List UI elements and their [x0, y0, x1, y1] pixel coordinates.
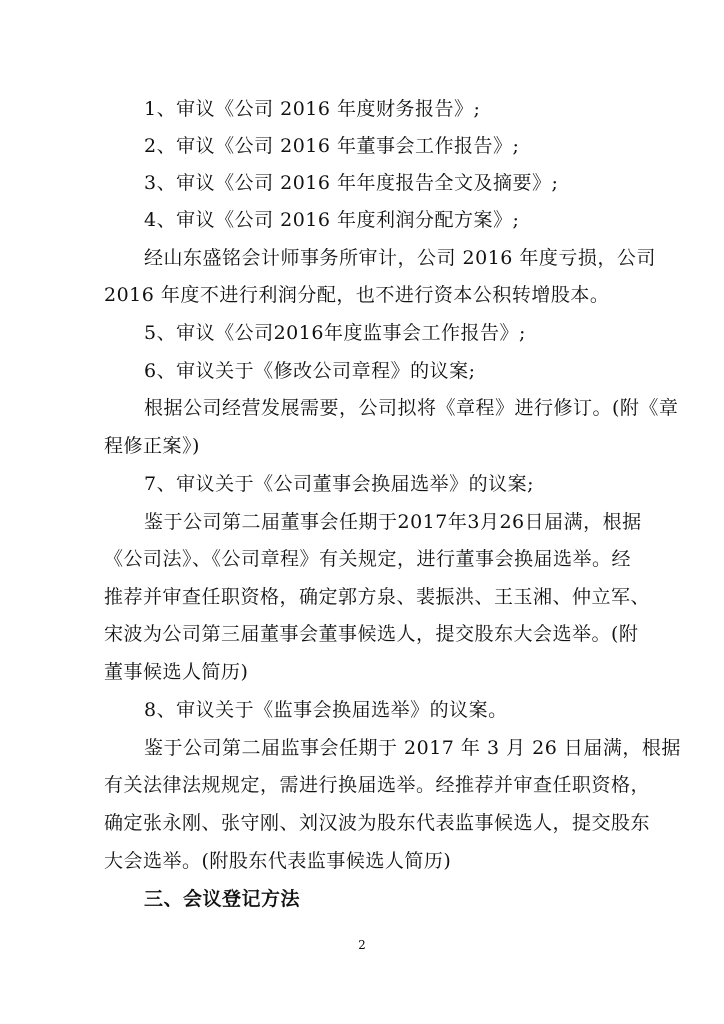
paragraph-line: 经山东盛铭会计师事务所审计，公司 2016 年度亏损，公司	[144, 247, 656, 269]
agenda-item-2: 2、审议《公司 2016 年董事会工作报告》;	[144, 135, 520, 157]
agenda-item-8: 8、审议关于《监事会换届选举》的议案。	[144, 699, 508, 721]
paragraph-line: 宋波为公司第三届董事会董事候选人，提交股东大会选举。(附	[104, 623, 639, 645]
paragraph-line: 《公司法》、《公司章程》有关规定，进行董事会换届选举。经	[104, 548, 632, 570]
agenda-item-3: 3、审议《公司 2016 年年度报告全文及摘要》;	[144, 172, 559, 194]
paragraph-line: 董事候选人简历)	[104, 661, 249, 683]
agenda-item-7: 7、审议关于《公司董事会换届选举》的议案;	[144, 473, 534, 495]
agenda-item-6: 6、审议关于《修改公司章程》的议案;	[144, 360, 476, 382]
paragraph-line: 确定张永刚、张守刚、刘汉波为股东代表监事候选人，提交股东	[104, 812, 651, 834]
paragraph-line: 鉴于公司第二届董事会任期于2017年3月26日届满，根据	[144, 511, 642, 533]
paragraph-line: 推荐并审查任职资格，确定郭方泉、裴振洪、王玉湘、仲立军、	[104, 586, 651, 608]
agenda-item-5: 5、审议《公司2016年度监事会工作报告》;	[144, 322, 526, 344]
paragraph-line: 有关法律法规规定，需进行换届选举。经推荐并审查任职资格，	[104, 774, 651, 796]
paragraph-line: 根据公司经营发展需要，公司拟将《章程》进行修订。(附《章	[144, 397, 679, 419]
paragraph-line: 2016 年度不进行利润分配，也不进行资本公积转增股本。	[104, 284, 610, 306]
paragraph-line: 程修正案》)	[104, 435, 200, 457]
paragraph-line: 大会选举。(附股东代表监事候选人简历)	[104, 850, 452, 872]
section-heading: 三、会议登记方法	[144, 888, 301, 910]
agenda-item-4: 4、审议《公司 2016 年度利润分配方案》;	[144, 209, 520, 231]
page-number: 2	[358, 938, 366, 952]
paragraph-line: 鉴于公司第二届监事会任期于 2017 年 3 月 26 日届满，根据	[144, 737, 681, 759]
agenda-item-1: 1、审议《公司 2016 年度财务报告》;	[144, 98, 481, 120]
